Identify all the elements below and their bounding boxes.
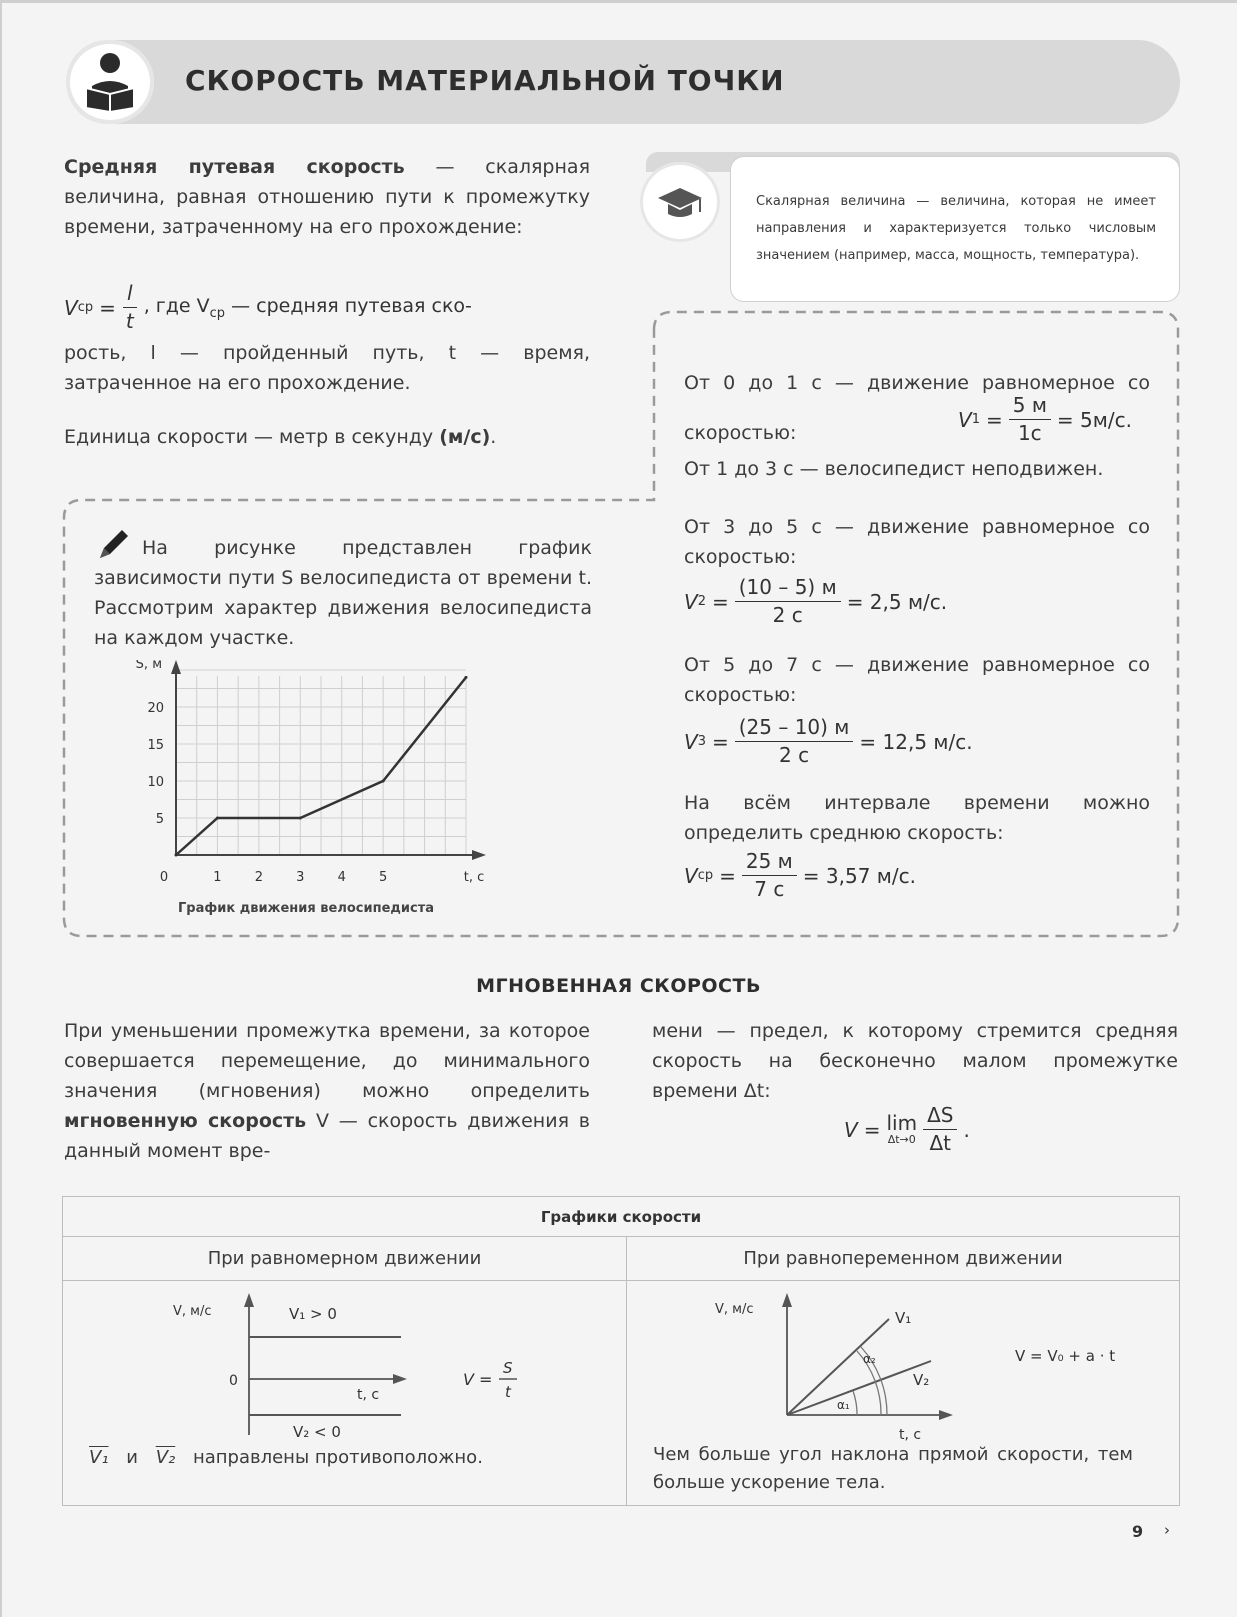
chart-y-arrow xyxy=(171,660,181,674)
chart-caption: График движения велосипедиста xyxy=(178,901,435,916)
unit-line xyxy=(64,422,604,452)
uniform-caption-v1: V₁ xyxy=(89,1447,109,1468)
v1-lhs: V xyxy=(958,407,972,432)
vavg-result: = 3,57 м/с. xyxy=(802,863,916,888)
chart-y-tick-label: 20 xyxy=(147,701,164,716)
chart-point xyxy=(382,780,385,783)
velocity-graphs-table xyxy=(62,1196,1180,1506)
acc-line1-label: V₁ xyxy=(895,1309,912,1327)
unit-symbol: (м/с) xyxy=(439,426,491,448)
instant-formula-num: ΔS xyxy=(923,1104,957,1130)
v2-num: (10 – 5) м xyxy=(735,576,841,602)
uniform-caption-and: и xyxy=(126,1447,138,1468)
acc-y-arrow xyxy=(782,1293,792,1307)
left-border xyxy=(0,0,2,1617)
segment1-text: От 0 до 1 с — движение равномерное со скоростью: xyxy=(684,372,1150,444)
chart-y-tick-label: 15 xyxy=(147,738,164,753)
acc-formula: V = V₀ + a · t xyxy=(1015,1347,1116,1365)
vavg-lhs: V xyxy=(684,863,698,888)
uniform-formula-den: t xyxy=(505,1383,511,1401)
accelerated-caption: Чем больше угол наклона прямой скорости, тем больше ускорение тела. xyxy=(653,1444,1133,1493)
instant-formula-fraction xyxy=(923,1104,957,1155)
v2-fraction xyxy=(735,576,841,627)
intro-formula-lhs-sub: ср xyxy=(77,300,94,315)
acc-x-label: t, с xyxy=(899,1427,922,1443)
reader-icon xyxy=(66,40,154,124)
uniform-line1-label: V₁ > 0 xyxy=(289,1305,337,1323)
uniform-y-label: V, м/с xyxy=(173,1304,212,1319)
intro-formula-tail-sub: ср xyxy=(209,305,226,321)
intro-formula-den: t xyxy=(125,309,134,333)
chart-y-axis-label: S, м xyxy=(135,660,162,672)
v2-formula xyxy=(684,576,947,627)
chart-x-axis-label: t, с xyxy=(463,870,485,885)
page-title: СКОРОСТЬ МАТЕРИАЛЬНОЙ ТОЧКИ xyxy=(185,64,785,97)
v1-fraction xyxy=(1009,394,1051,445)
v1-den: 1с xyxy=(1017,421,1042,445)
intro-formula xyxy=(64,282,472,333)
uniform-x-label: t, с xyxy=(357,1387,380,1403)
vavg-formula xyxy=(684,850,916,901)
uniform-formula-eq: = xyxy=(479,1370,493,1389)
instant-term: мгновенную скорость xyxy=(64,1110,307,1132)
instant-paragraph-left xyxy=(64,1016,590,1166)
chart-x-tick-label: 4 xyxy=(337,870,346,885)
instant-formula-lim-sub: Δt→0 xyxy=(887,1133,916,1147)
v2-lhs: V xyxy=(684,589,698,614)
acc-y-label: V, м/с xyxy=(715,1302,754,1317)
segment5-text: На всём интервале времени можно определить среднюю скорость: xyxy=(684,792,1150,844)
v3-result: = 12,5 м/с. xyxy=(859,729,973,754)
acc-x-arrow xyxy=(939,1410,953,1420)
acc-angle1-label: α₁ xyxy=(837,1398,850,1412)
intro-formula-eq: = xyxy=(99,295,116,320)
instant-formula-lim xyxy=(886,1113,917,1146)
intro-formula-tail-text: , где V xyxy=(143,294,210,317)
uniform-line2-label: V₂ < 0 xyxy=(293,1423,341,1441)
v3-num: (25 – 10) м xyxy=(735,716,854,742)
uniform-caption xyxy=(89,1447,483,1468)
uniform-velocity-graph xyxy=(83,1285,623,1465)
vavg-num: 25 м xyxy=(742,850,797,876)
next-page-arrow-icon: › xyxy=(1164,1521,1170,1539)
chart-x-tick-label: 1 xyxy=(213,870,222,885)
v2-den: 2 с xyxy=(772,603,803,627)
chart-y-tick-label: 5 xyxy=(155,812,164,827)
v1-sub: 1 xyxy=(971,412,980,427)
uniform-formula-lhs: V xyxy=(463,1370,474,1389)
page-number: 9 xyxy=(1132,1522,1144,1541)
acc-line-v2 xyxy=(787,1361,931,1415)
v3-sub: 3 xyxy=(697,734,706,749)
uniform-formula-num: S xyxy=(503,1359,513,1377)
top-border xyxy=(0,0,1237,8)
chart-point xyxy=(216,817,219,820)
intro-formula-lhs: V xyxy=(64,295,78,320)
acc-angle-arc1 xyxy=(853,1391,857,1415)
intro-formula-fraction xyxy=(122,282,138,333)
chart-x-tick-label: 5 xyxy=(379,870,388,885)
velocity-table-title: Графики скорости xyxy=(63,1197,1180,1237)
vavg-eq: = xyxy=(719,863,736,888)
v1-num: 5 м xyxy=(1009,394,1051,420)
chart-x-tick-label: 2 xyxy=(254,870,263,885)
instant-formula-lhs: V xyxy=(844,1117,858,1142)
instant-formula-lim-text: lim xyxy=(886,1111,918,1136)
segment2-text: От 1 до 3 с — велосипедист неподвижен. xyxy=(684,458,1104,480)
v3-eq: = xyxy=(711,729,729,754)
intro-explanation: рость, l — пройденный путь, t — время, затраченное на его прохождение. xyxy=(64,342,590,394)
instant-formula-den: Δt xyxy=(929,1131,952,1155)
accelerated-velocity-graph xyxy=(637,1285,1177,1455)
intro-formula-tail xyxy=(144,295,472,321)
vavg-fraction xyxy=(742,850,797,901)
accelerated-cell xyxy=(627,1281,1180,1506)
v3-lhs: V xyxy=(684,729,698,754)
acc-line2-label: V₂ xyxy=(913,1371,930,1389)
uniform-x-arrow xyxy=(393,1374,407,1384)
acc-angle2-label: α₂ xyxy=(863,1352,876,1366)
v1-eq: = xyxy=(985,407,1003,432)
intro-definition xyxy=(64,152,590,242)
velocity-table-col-uniform: При равномерном движении xyxy=(63,1237,627,1281)
velocity-table-col-accelerated: При равнопеременном движении xyxy=(627,1237,1180,1281)
instant-formula-end: . xyxy=(963,1117,970,1142)
graduation-cap-icon xyxy=(640,162,720,242)
v3-formula xyxy=(684,716,973,767)
uniform-zero: 0 xyxy=(229,1373,238,1389)
path-chart xyxy=(116,660,496,930)
intro-term: Средняя путевая скорость xyxy=(64,156,405,178)
example-text: На рисунке представлен график зависимости пути S велосипедиста от времени t. Рассмотрим характер движения велосипедиста на каждом участке. xyxy=(94,537,592,649)
chart-point xyxy=(175,854,178,857)
vavg-den: 7 с xyxy=(754,877,785,901)
note-text: Скалярная величина — величина, которая не имеет направления и характеризуется только числовым значением (например, масса, мощность, температура). xyxy=(756,194,1156,263)
segment4-text: От 5 до 7 с — движение равномерное со скоростью: xyxy=(684,654,1150,706)
uniform-caption-v2: V₂ xyxy=(155,1447,176,1468)
instant-paragraph-right: мени — предел, к которому стремится средняя скорость на бесконечно малом промежутке времени Δt: xyxy=(652,1020,1178,1102)
v3-den: 2 с xyxy=(779,743,810,767)
uniform-cell xyxy=(63,1281,627,1506)
instant-formula xyxy=(844,1104,970,1155)
intro-formula-tail-rest: — средняя путевая ско- xyxy=(225,294,472,317)
v2-eq: = xyxy=(711,589,729,614)
uniform-caption-rest: направлены противоположно. xyxy=(192,1447,483,1468)
chart-x-tick-label: 3 xyxy=(296,870,305,885)
chart-x-tick-label: 0 xyxy=(159,870,169,885)
segment3-text: От 3 до 5 с — движение равномерное со скоростью: xyxy=(684,516,1150,568)
chart-x-arrow xyxy=(472,850,486,860)
instant-heading: МГНОВЕННАЯ СКОРОСТЬ xyxy=(476,975,761,997)
vavg-sub: ср xyxy=(697,868,714,883)
chart-point xyxy=(465,676,468,679)
chart-y-tick-label: 10 xyxy=(147,775,164,790)
v1-formula xyxy=(958,394,1132,445)
instant-formula-eq: = xyxy=(863,1117,881,1142)
instant-p1: При уменьшении промежутка времени, за которое совершается перемещение, до минимального значения (мгновения) можно определить xyxy=(64,1020,590,1102)
intro-definition-text: — скалярная величина, равная отношению пути к промежутку времени, затраченному на его прохождение: xyxy=(64,156,590,238)
v2-result: = 2,5 м/с. xyxy=(846,589,948,614)
v3-fraction xyxy=(735,716,854,767)
unit-end: . xyxy=(490,426,497,448)
v1-result: = 5м/с. xyxy=(1056,407,1132,432)
uniform-y-arrow xyxy=(244,1293,254,1307)
chart-point xyxy=(299,817,302,820)
v2-sub: 2 xyxy=(697,594,706,609)
unit-text: Единица скорости — метр в секунду xyxy=(64,426,440,448)
instant-p1-end: V — скорость движения в данный момент вре- xyxy=(64,1110,590,1162)
intro-formula-num: l xyxy=(123,282,137,308)
